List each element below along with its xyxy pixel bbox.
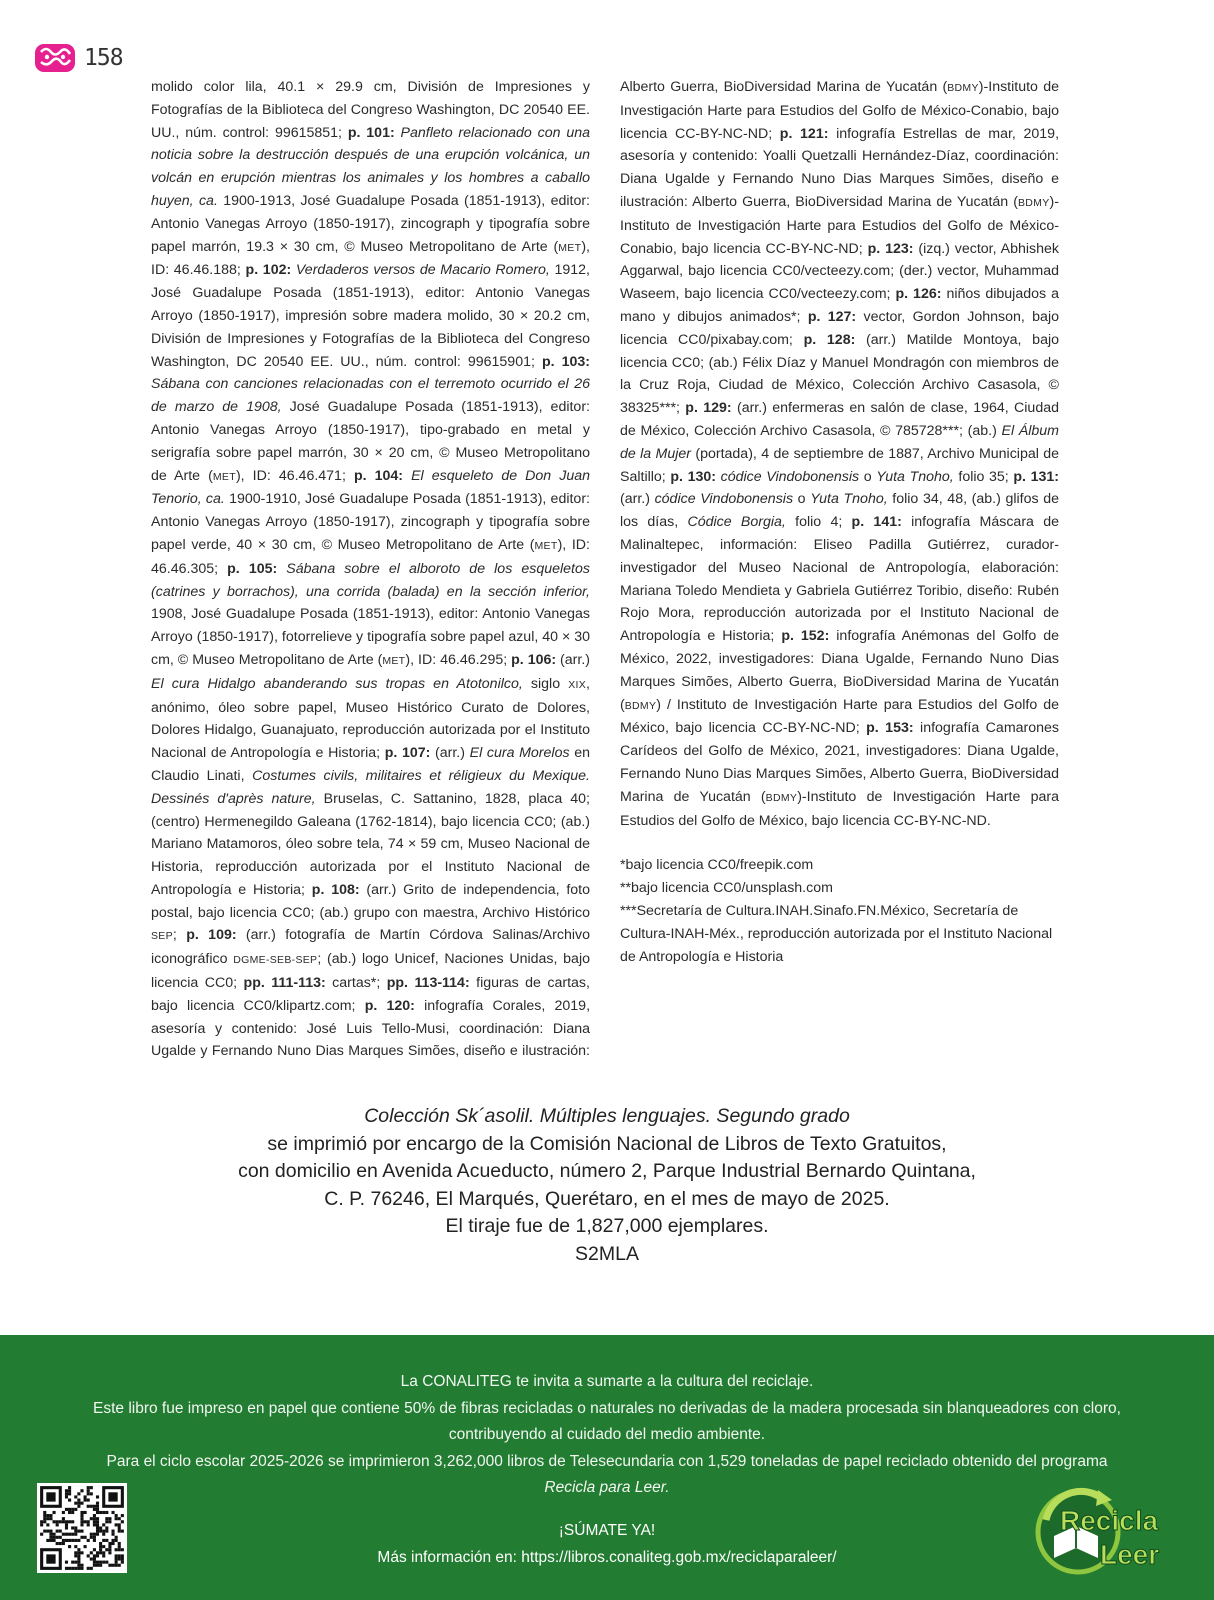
colophon — [0, 1103, 1214, 1268]
recycle-banner — [0, 1335, 1214, 1600]
logo-word-leer: Leer — [1100, 1539, 1160, 1570]
image-credits — [151, 76, 1059, 1066]
colophon-title: Colección Sk´asolil. Múltiples lenguajes. Segundo grado — [364, 1105, 850, 1127]
cta-heading: ¡SÚMATE YA! — [558, 1522, 656, 1539]
footnote-3: ***Secretaría de Cultura.INAH.Sinafo.FN.México, Secretaría de Cultura-INAH-Méx., reproducción autorizada por el Instituto Nacional de Antropología e Historia — [620, 903, 1053, 966]
program-name: Recicla para Leer. — [544, 1479, 670, 1496]
more-info-link[interactable]: Más información en: https://libros.conaliteg.gob.mx/reciclaparaleer/ — [377, 1549, 837, 1566]
recycle-book-icon — [1032, 1480, 1182, 1580]
credits-footnotes — [620, 854, 1059, 969]
recycle-line: contribuyendo al cuidado del medio ambiente. — [448, 1426, 766, 1443]
qr-code-icon[interactable] — [37, 1483, 127, 1573]
credits-text: molido color lila, 40.1 × 29.9 cm, División de Impresiones y Fotografías de la Biblioteca del Congreso Washington, DC 20540 EE. UU., núm. control: 99615851; p. 101: Panfleto relacionado con una noticia sobre la destrucción después de una erupción volcánica, un volcán en erupción mientras los animales y los hombres a caballo huyen, ca. 1900-1913, José Guadalupe Posada (1851-1913), editor: Antonio Vanegas Arroyo (1850-1917), zincograph y tipografía sobre papel marrón, 19.3 × 30 cm, © Museo Metropolitano de Arte (MET), ID: 46.46.188; p. 102: Verdaderos versos de Macario Romero, 1912, José Guadalupe Posada (1851-1913), editor: Antonio Vanegas Arroyo (1850-1917), impresión sobre madera molido, 30 × 20.2 cm, División de Impresiones y Fotografías de la Biblioteca del Congreso Washington, DC 20540 EE. UU., núm. control: 99615901; p. 103: Sábana con canciones relacionadas con el terremoto ocurrido el 26 de marzo de 1908, José Guadalupe Posada (1851-1913), editor: Antonio Vanegas Arroyo (1850-1917), tipo-grabado en metal y serigrafía sobre papel marrón, 30 × 20 cm, © Museo Metropolitano de Arte (MET), ID: 46.46.471; p. 104: El esqueleto de Don Juan Tenorio, ca. 1900-1910, José Guadalupe Posada (1851-1913), editor: Antonio Vanegas Arroyo (1850-1917), zincograph y tipografía sobre papel verde, 40 × 30 cm, © Museo Metropolitano de Arte (MET), ID: 46.46.305; p. 105: Sábana sobre el alboroto de los esqueletos (catrines y borrachos), una corrida (balada) en la sección inferior, 1908, José Guadalupe Posada (1851-1913), editor: Antonio Vanegas Arroyo (1850-1917), fotorrelieve y tipografía sobre papel azul, 40 × 30 cm, © Museo Metropolitano de Arte (MET), ID: 46.46.295; p. 106: (arr.) El cura Hidalgo abanderando sus tropas en Atotonilco, siglo XIX, anónimo, óleo sobre papel, Museo Histórico Curato de Dolores, Dolores Hidalgo, Guanajuato, reproducción autorizada por el Instituto Nacional de Antropología e Historia; p. 107: (arr.) El cura Morelos en Claudio Linati, Costumes civils, militaires et réligieux du Mexique. Dessinés d'après nature, Bruselas, C. Sattanino, 1828, placa 40; (centro) Hermenegildo Galeana (1762-1814), bajo licencia CC0; (ab.) Mariano Matamoros, óleo sobre tela, 74 × 59 cm, Museo Nacional de Historia, reproducción autorizada por el Instituto Nacional de Antropología e Historia; p. 108: (arr.) Grito de independencia, foto postal, bajo licencia CC0; (ab.) grupo con maestra, Archivo Histórico SEP; p. 109: (arr.) fotografía de Martín Córdova Salinas/Archivo iconográfico DGME-SEB-SEP; (ab.) logo Unicef, Naciones Unidas, bajo licencia CC0; pp. 111-113: cartas*; pp. 113-114: figuras de cartas, bajo licencia CC0/klipartz.com; p. 120: infografía Corales, 2019, asesoría y contenido: José Luis Tello-Musi, coordinación: Diana Ugalde y Fernando Nuno Dias Marques Simões, diseño e ilustración: Alberto Guerra, BioDiversidad Marina de Yucatán (BDMY)-Instituto de Investigación Harte para Estudios del Golfo de México-Conabio, bajo licencia CC-BY-NC-ND; p. 121: infografía Estrellas de mar, 2019, asesoría y contenido: Yoalli Quetzalli Hernández-Díaz, coordinación: Diana Ugalde y Fernando Nuno Dias Marques Simões, diseño e ilustración: Alberto Guerra, BioDiversidad Marina de Yucatán (BDMY)-Instituto de Investigación Harte para Estudios del Golfo de México-Conabio, bajo licencia CC-BY-NC-ND; p. 123: (izq.) vector, Abhishek Aggarwal, bajo licencia CC0/vecteezy.com; (der.) vector, Muhammad Waseem, bajo licencia CC0/vecteezy.com; p. 126: niños dibujados a mano y dibujos animados*; p. 127: vector, Gordon Johnson, bajo licencia CC0/pixabay.com; p. 128: (arr.) Matilde Montoya, bajo licencia CC0; (ab.) Félix Díaz y Manuel Mondragón con miembros de la Cruz Roja, Ciudad de México, Colección Archivo Casasola, © 38325***; p. 129: (arr.) enfermeras en salón de clase, 1964, Ciudad de México, Colección Archivo Casasola, © 785728***; (ab.) El Álbum de la Mujer (portada), 4 de septiembre de 1887, Archivo Municipal de Saltillo; p. 130: códice Vindobonensis o Yuta Tnoho, folio 35; p. 131: (arr.) códice Vindobonensis o Yuta Tnoho, folio 34, 48, (ab.) glifos de los días, Códice Borgia, folio 4; p. 141: infografía Máscara de Malinaltepec, información: Eliseo Padilla Gutiérrez, curador-investigador del Museo Nacional de Antropología, elaboración: Mariana Toledo Mendieta y Gabriela Gutiérrez Toribio, diseño: Rubén Rojo Mora, reproducción autorizada por el Instituto Nacional de Antropología e Historia; p. 152: infografía Anémonas del Golfo de México, 2022, investigadores: Diana Ugalde, Fernando Nuno Dias Marques Simões, Alberto Guerra, BioDiversidad Marina de Yucatán (BDMY) / Instituto de Investigación Harte para Estudios del Golfo de México, bajo licencia CC-BY-NC-ND; p. 153: infografía Camarones Carídeos del Golfo de México, 2021, investigadores: Diana Ugalde, Fernando Nuno Dias Marques Simões, Alberto Guerra, BioDiversidad Marina de Yucatán (BDMY)-Instituto de Investigación Harte para Estudios del Golfo de México, bajo licencia CC-BY-NC-ND. — [151, 79, 1060, 1060]
colophon-line: se imprimió por encargo de la Comisión Nacional de Libros de Texto Gratuitos, — [267, 1132, 947, 1155]
logo-word-recicla: Recicla — [1060, 1505, 1159, 1536]
recycle-line: Para el ciclo escolar 2025-2026 se imprimieron 3,262,000 libros de Telesecundaria con 1,529 toneladas de papel reciclado obtenido del programa — [106, 1452, 1108, 1470]
recycle-line: La CONALITEG te invita a sumarte a la cultura del reciclaje. — [400, 1373, 814, 1390]
page-number: 158 — [84, 45, 123, 71]
colophon-line: con domicilio en Avenida Acueducto, número 2, Parque Industrial Bernardo Quintana, — [238, 1160, 976, 1182]
pink-glyph-icon — [32, 40, 78, 76]
book-code: S2MLA — [575, 1242, 639, 1265]
print-run: El tiraje fue de 1,827,000 ejemplares. — [445, 1215, 769, 1237]
footnote-2: **bajo licencia CC0/unsplash.com — [620, 880, 833, 897]
recycle-line: Este libro fue impreso en papel que contiene 50% de fibras recicladas o naturales no derivadas de la madera procesada sin blanqueadores con cloro, — [93, 1399, 1121, 1417]
footnote-1: *bajo licencia CC0/freepik.com — [620, 857, 814, 874]
page-header — [32, 40, 123, 76]
colophon-line: C. P. 76246, El Marqués, Querétaro, en el mes de mayo de 2025. — [324, 1187, 890, 1210]
